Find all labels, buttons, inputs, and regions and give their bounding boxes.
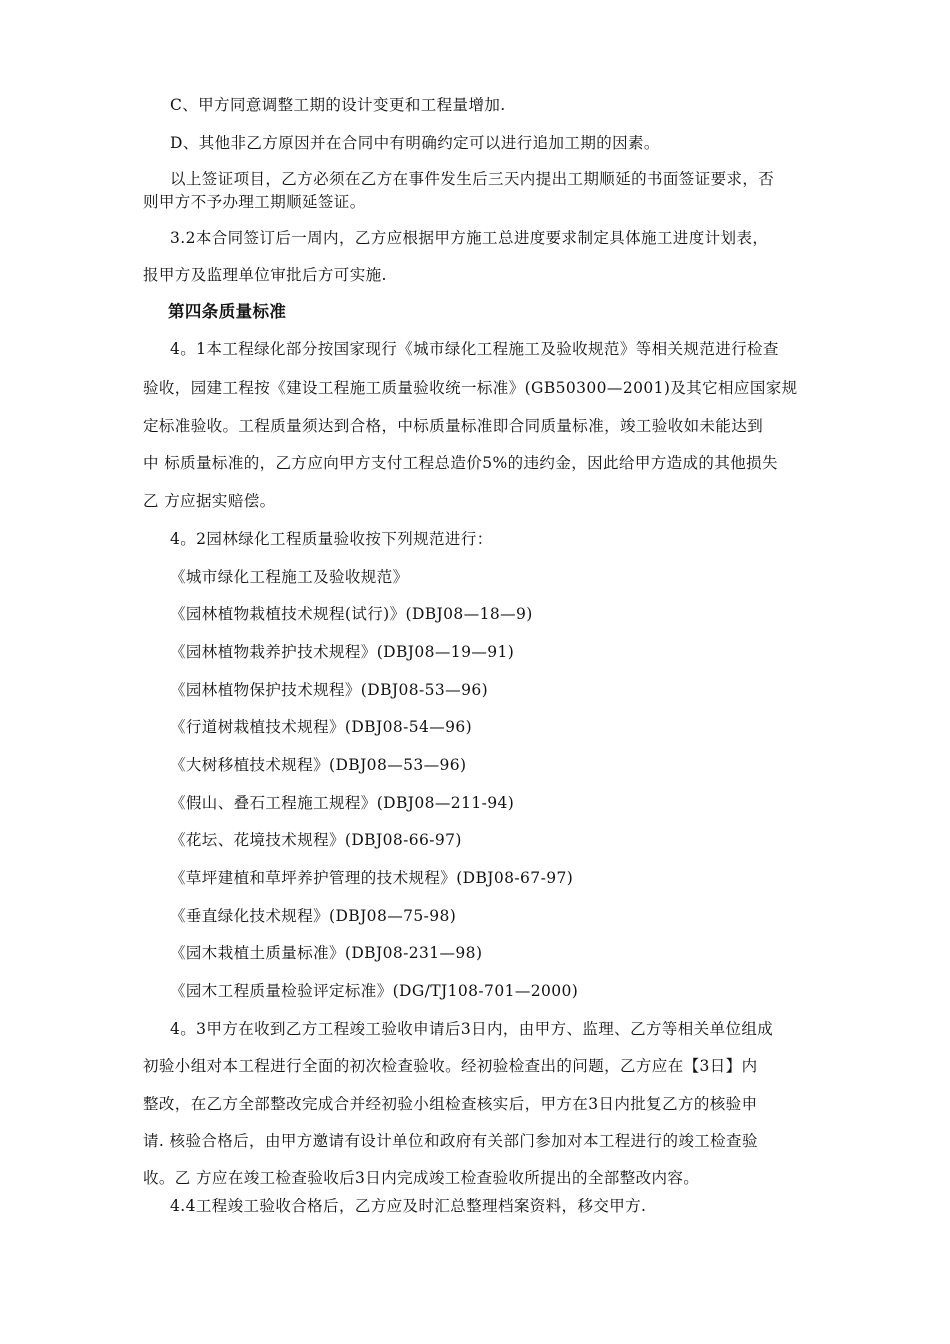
standard-item: 《园林植物栽养护技术规程》(DBJ08—19—91) xyxy=(170,643,515,661)
signoff-note-line1: 以上签证项目，乙方必须在乙方在事件发生后三天内提出工期顺延的书面签证要求，否 xyxy=(170,170,775,188)
standard-item: 《园林植物栽植技术规程(试行)》(DBJ08—18—9) xyxy=(170,605,533,623)
clause-d: D、其他非乙方原因并在合同中有明确约定可以进行追加工期的因素。 xyxy=(170,134,660,152)
standard-item: 《草坪建植和草坪养护管理的技术规程》(DBJ08-67-97) xyxy=(170,869,574,887)
standard-item: 《园木栽植土质量标准》(DBJ08-231—98) xyxy=(170,944,483,962)
clause-4-1-line5: 乙 方应据实赔偿。 xyxy=(143,492,276,510)
standard-item: 《园木工程质量检验评定标准》(DG/TJ108-701—2000) xyxy=(170,982,579,1000)
clause-c: C、甲方同意调整工期的设计变更和工程量增加. xyxy=(170,96,506,114)
standard-item: 《花坛、花境技术规程》(DBJ08-66-97) xyxy=(170,831,462,849)
standard-item: 《大树移植技术规程》(DBJ08—53—96) xyxy=(170,756,467,774)
clause-4-1-line3: 定标准验收。工程质量须达到合格，中标质量标准即合同质量标准，竣工验收如未能达到 xyxy=(143,417,764,435)
standard-item: 《假山、叠石工程施工规程》(DBJ08—211-94) xyxy=(170,794,515,812)
clause-4-3-line4: 请. 核验合格后，由甲方邀请有设计单位和政府有关部门参加对本工程进行的竣工检查验 xyxy=(143,1132,758,1150)
signoff-note-line2: 则甲方不予办理工期顺延签证。 xyxy=(143,193,366,211)
clause-4-1-line4: 中 标质量标准的，乙方应向甲方支付工程总造价5%的违约金，因此给甲方造成的其他损失 xyxy=(143,454,778,472)
section-title: 第四条质量标准 xyxy=(168,302,287,321)
standard-item: 《园林植物保护技术规程》(DBJ08-53—96) xyxy=(170,681,489,699)
standard-item: 《城市绿化工程施工及验收规范》 xyxy=(170,568,409,586)
clause-4-3-line2: 初验小组对本工程进行全面的初次检查验收。经初验检查出的问题，乙方应在【3日】内 xyxy=(143,1057,758,1075)
clause-4-3-line3: 整改，在乙方全部整改完成合并经初验小组检查核实后，甲方在3日内批复乙方的核验申 xyxy=(143,1095,758,1113)
clause-4-3-line5: 收。乙 方应在竣工检查验收后3日内完成竣工检查验收所提出的全部整改内容。 xyxy=(143,1169,700,1187)
standard-item: 《行道树栽植技术规程》(DBJ08-54—96) xyxy=(170,718,473,736)
clause-4-3-line1: 4。3甲方在收到乙方工程竣工验收申请后3日内，由甲方、监理、乙方等相关单位组成 xyxy=(170,1020,774,1038)
clause-3-2-line1: 3.2本合同签订后一周内，乙方应根据甲方施工总进度要求制定具体施工进度计划表， xyxy=(170,229,769,247)
clause-4-1-line1: 4。1本工程绿化部分按国家现行《城市绿化工程施工及验收规范》等相关规范进行检查 xyxy=(170,340,779,358)
clause-3-2-line2: 报甲方及监理单位审批后方可实施. xyxy=(143,266,387,284)
standard-item: 《垂直绿化技术规程》(DBJ08—75-98) xyxy=(170,907,457,925)
clause-4-2-intro: 4。2园林绿化工程质量验收按下列规范进行： xyxy=(170,530,493,548)
clause-4-4: 4.4工程竣工验收合格后，乙方应及时汇总整理档案资料，移交甲方. xyxy=(170,1197,647,1215)
clause-4-1-line2: 验收，园建工程按《建设工程施工质量验收统一标准》(GB50300—2001)及其它相应国家规 xyxy=(143,379,798,397)
